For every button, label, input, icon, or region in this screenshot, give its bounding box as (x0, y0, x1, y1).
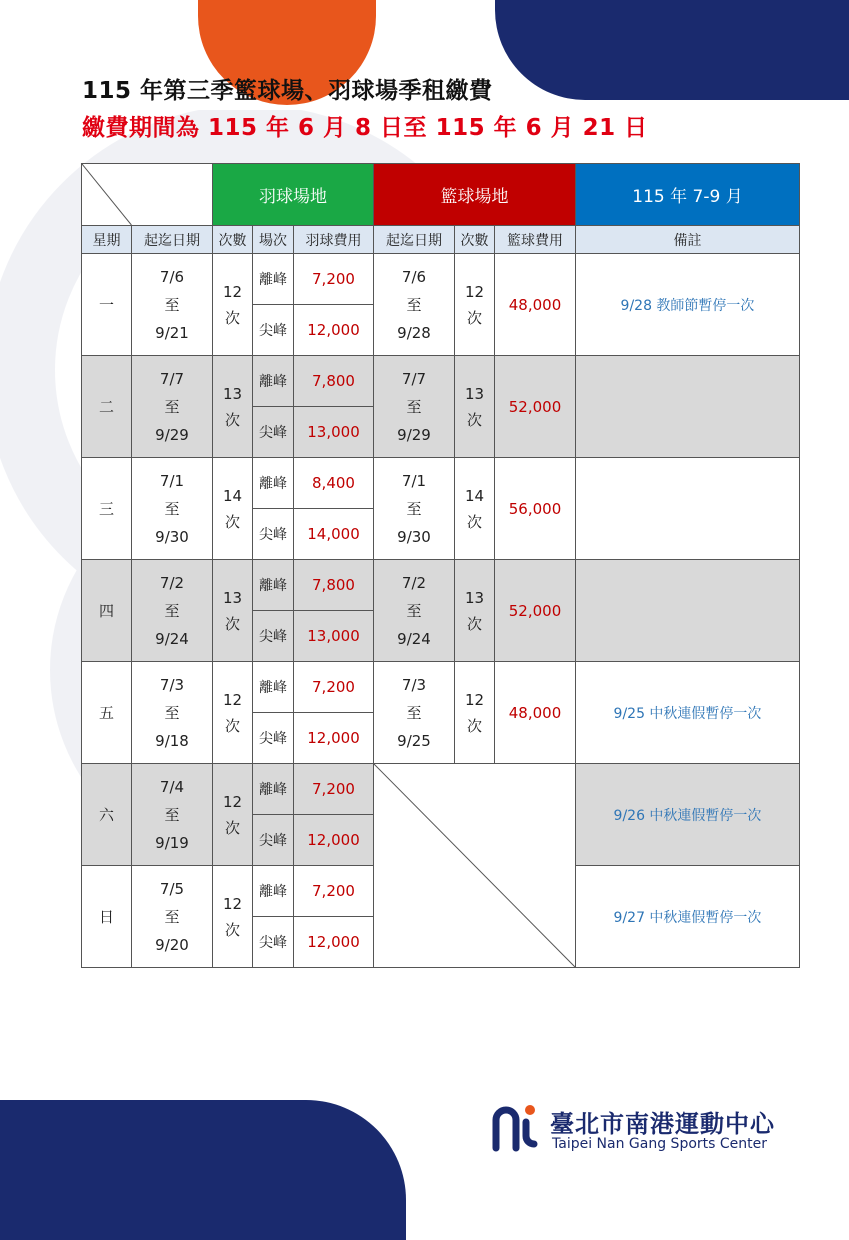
basketball-date-range (374, 254, 455, 356)
offpeak-label: 離峰 (253, 662, 294, 713)
badminton-count (213, 764, 253, 866)
table-row (82, 458, 800, 509)
note-cell (576, 356, 800, 458)
peak-label: 尖峰 (253, 815, 294, 866)
diagonal-line (82, 164, 212, 225)
bd-count-number: 12 (222, 894, 243, 913)
badminton-header: 羽球場地 (213, 164, 374, 226)
weekday-cell: 六 (82, 764, 132, 866)
navy-decoration-bottom (0, 1100, 406, 1240)
bd-count-unit: 次 (224, 920, 240, 939)
bd-to: 至 (164, 601, 180, 620)
basketball-count (455, 356, 495, 458)
offpeak-label: 離峰 (253, 560, 294, 611)
bd-to: 至 (164, 907, 180, 926)
basketball-date-range (374, 560, 455, 662)
bk-start-date: 7/7 (401, 369, 427, 388)
peak-fee: 13,000 (294, 611, 374, 662)
offpeak-label: 離峰 (253, 866, 294, 917)
basketball-date-range (374, 356, 455, 458)
bd-to: 至 (164, 499, 180, 518)
bd-count-number: 12 (222, 282, 243, 301)
table-row (82, 254, 800, 305)
badminton-count (213, 560, 253, 662)
bd-start-date: 7/7 (159, 369, 185, 388)
bk-end-date: 9/29 (397, 425, 431, 444)
bk-count-unit: 次 (466, 512, 482, 531)
peak-fee: 12,000 (294, 815, 374, 866)
badminton-count (213, 662, 253, 764)
col-bk-fee: 籃球費用 (495, 226, 576, 254)
peak-fee: 12,000 (294, 713, 374, 764)
table-row (82, 356, 800, 407)
payment-period: 繳費期間為 115 年 6 月 8 日至 115 年 6 月 21 日 (82, 115, 648, 141)
bk-to: 至 (406, 601, 422, 620)
page-title: 115 年第三季籃球場、羽球場季租繳費 (82, 78, 493, 104)
bk-start-date: 7/1 (401, 471, 427, 490)
badminton-date-range (132, 866, 213, 968)
offpeak-fee: 7,200 (294, 866, 374, 917)
note-cell: 9/27 中秋連假暫停一次 (576, 866, 800, 968)
bd-start-date: 7/3 (159, 675, 185, 694)
bd-to: 至 (164, 805, 180, 824)
bk-count-number: 13 (464, 384, 485, 403)
bk-count-unit: 次 (466, 716, 482, 735)
fee-table (81, 163, 800, 968)
badminton-date-range (132, 764, 213, 866)
bd-count-number: 13 (222, 588, 243, 607)
badminton-date-range (132, 458, 213, 560)
table-body (82, 254, 800, 968)
bk-count-number: 14 (464, 486, 485, 505)
badminton-count (213, 356, 253, 458)
bd-end-date: 9/20 (155, 935, 189, 954)
note-cell: 9/26 中秋連假暫停一次 (576, 764, 800, 866)
basketball-fee: 52,000 (495, 560, 576, 662)
col-weekday: 星期 (82, 226, 132, 254)
bd-start-date: 7/2 (159, 573, 185, 592)
basketball-na-cell (374, 764, 576, 968)
weekday-cell: 三 (82, 458, 132, 560)
bd-count-number: 12 (222, 690, 243, 709)
bd-to: 至 (164, 397, 180, 416)
basketball-count (455, 254, 495, 356)
bd-count-unit: 次 (224, 512, 240, 531)
badminton-date-range (132, 662, 213, 764)
basketball-count (455, 458, 495, 560)
peak-label: 尖峰 (253, 713, 294, 764)
bd-count-number: 14 (222, 486, 243, 505)
offpeak-label: 離峰 (253, 356, 294, 407)
badminton-date-range (132, 254, 213, 356)
peak-label: 尖峰 (253, 509, 294, 560)
bd-count-unit: 次 (224, 410, 240, 429)
note-cell: 9/28 教師節暫停一次 (576, 254, 800, 356)
offpeak-fee: 7,200 (294, 662, 374, 713)
weekday-cell: 五 (82, 662, 132, 764)
bd-end-date: 9/30 (155, 527, 189, 546)
center-logo (490, 1100, 820, 1160)
bd-to: 至 (164, 295, 180, 314)
logo-name-en: Taipei Nan Gang Sports Center (552, 1136, 768, 1152)
bk-to: 至 (406, 397, 422, 416)
offpeak-fee: 8,400 (294, 458, 374, 509)
bk-count-number: 13 (464, 588, 485, 607)
bk-count-number: 12 (464, 690, 485, 709)
offpeak-label: 離峰 (253, 254, 294, 305)
bd-end-date: 9/19 (155, 833, 189, 852)
bk-start-date: 7/3 (401, 675, 427, 694)
basketball-fee: 48,000 (495, 662, 576, 764)
col-bd-count: 次數 (213, 226, 253, 254)
bd-start-date: 7/5 (159, 879, 185, 898)
offpeak-fee: 7,800 (294, 560, 374, 611)
bk-start-date: 7/2 (401, 573, 427, 592)
bd-end-date: 9/24 (155, 629, 189, 648)
basketball-count (455, 560, 495, 662)
months-header: 115 年 7-9 月 (576, 164, 800, 226)
bk-end-date: 9/24 (397, 629, 431, 648)
bk-to: 至 (406, 499, 422, 518)
basketball-date-range (374, 458, 455, 560)
offpeak-fee: 7,200 (294, 254, 374, 305)
bd-end-date: 9/29 (155, 425, 189, 444)
bk-count-number: 12 (464, 282, 485, 301)
corner-diagonal-cell (82, 164, 213, 226)
peak-fee: 14,000 (294, 509, 374, 560)
note-cell: 9/25 中秋連假暫停一次 (576, 662, 800, 764)
basketball-fee: 56,000 (495, 458, 576, 560)
bd-start-date: 7/6 (159, 267, 185, 286)
note-cell (576, 458, 800, 560)
badminton-date-range (132, 560, 213, 662)
weekday-cell: 一 (82, 254, 132, 356)
col-bk-count: 次數 (455, 226, 495, 254)
navy-decoration-top (495, 0, 849, 100)
weekday-cell: 二 (82, 356, 132, 458)
basketball-fee: 52,000 (495, 356, 576, 458)
bk-count-unit: 次 (466, 308, 482, 327)
col-bd-fee: 羽球費用 (294, 226, 374, 254)
peak-label: 尖峰 (253, 305, 294, 356)
col-bk-date-range: 起迄日期 (374, 226, 455, 254)
offpeak-label: 離峰 (253, 764, 294, 815)
bd-end-date: 9/21 (155, 323, 189, 342)
col-session: 場次 (253, 226, 294, 254)
logo-name-zh: 臺北市南港運動中心 (550, 1110, 775, 1138)
bk-count-unit: 次 (466, 410, 482, 429)
weekday-cell: 四 (82, 560, 132, 662)
offpeak-label: 離峰 (253, 458, 294, 509)
basketball-date-range (374, 662, 455, 764)
table-row (82, 662, 800, 713)
weekday-cell: 日 (82, 866, 132, 968)
peak-label: 尖峰 (253, 611, 294, 662)
bk-to: 至 (406, 295, 422, 314)
offpeak-fee: 7,800 (294, 356, 374, 407)
badminton-count (213, 458, 253, 560)
nangang-logo-icon (490, 1102, 542, 1154)
col-bd-date-range: 起迄日期 (132, 226, 213, 254)
table-row (82, 764, 800, 815)
basketball-count (455, 662, 495, 764)
badminton-count (213, 866, 253, 968)
basketball-header: 籃球場地 (374, 164, 576, 226)
offpeak-fee: 7,200 (294, 764, 374, 815)
bk-end-date: 9/30 (397, 527, 431, 546)
bd-start-date: 7/4 (159, 777, 185, 796)
bk-end-date: 9/25 (397, 731, 431, 750)
peak-label: 尖峰 (253, 407, 294, 458)
peak-fee: 12,000 (294, 305, 374, 356)
bd-count-unit: 次 (224, 716, 240, 735)
bd-count-unit: 次 (224, 614, 240, 633)
bd-count-number: 13 (222, 384, 243, 403)
bk-count-unit: 次 (466, 614, 482, 633)
diagonal-line (374, 764, 575, 967)
badminton-date-range (132, 356, 213, 458)
bk-to: 至 (406, 703, 422, 722)
bk-start-date: 7/6 (401, 267, 427, 286)
peak-label: 尖峰 (253, 917, 294, 968)
bd-start-date: 7/1 (159, 471, 185, 490)
col-notes: 備註 (576, 226, 800, 254)
table-row (82, 560, 800, 611)
note-cell (576, 560, 800, 662)
peak-fee: 12,000 (294, 917, 374, 968)
bd-end-date: 9/18 (155, 731, 189, 750)
bd-count-number: 12 (222, 792, 243, 811)
bd-count-unit: 次 (224, 818, 240, 837)
badminton-count (213, 254, 253, 356)
basketball-fee: 48,000 (495, 254, 576, 356)
bd-to: 至 (164, 703, 180, 722)
bd-count-unit: 次 (224, 308, 240, 327)
bk-end-date: 9/28 (397, 323, 431, 342)
peak-fee: 13,000 (294, 407, 374, 458)
